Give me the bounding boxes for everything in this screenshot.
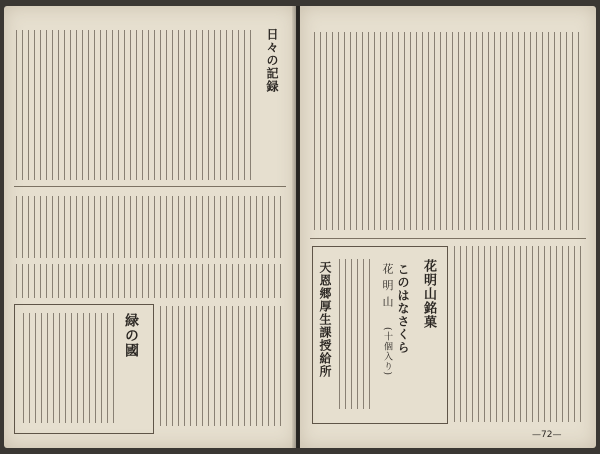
ad-title: 花明山銘菓 bbox=[421, 259, 436, 329]
text-column-block bbox=[16, 196, 286, 258]
right-page bbox=[300, 6, 596, 448]
text-column-block bbox=[16, 264, 286, 298]
body-text-block bbox=[314, 32, 582, 230]
divider bbox=[14, 186, 286, 187]
lower-text-block bbox=[454, 246, 584, 422]
ad-text-block bbox=[339, 259, 373, 409]
ad-product-name: このはなさくら bbox=[396, 263, 410, 354]
text-column-block bbox=[16, 30, 254, 180]
divider bbox=[310, 238, 586, 239]
advertisement-box bbox=[312, 246, 448, 424]
ad-product-name-2: 花 明 山 bbox=[381, 263, 394, 308]
ad-product-note: (十個入り) bbox=[382, 327, 392, 377]
ad-footer: 天恩郷厚生課授給所 bbox=[318, 261, 332, 378]
masthead-title: 緑の國 bbox=[123, 313, 139, 358]
book-spread bbox=[4, 6, 596, 450]
left-page bbox=[4, 6, 296, 448]
masthead-details bbox=[23, 313, 115, 423]
diary-title: 日々の記録 bbox=[265, 28, 279, 93]
page-number: —72— bbox=[532, 430, 562, 440]
text-column-block bbox=[160, 306, 284, 426]
masthead-box bbox=[14, 304, 154, 434]
